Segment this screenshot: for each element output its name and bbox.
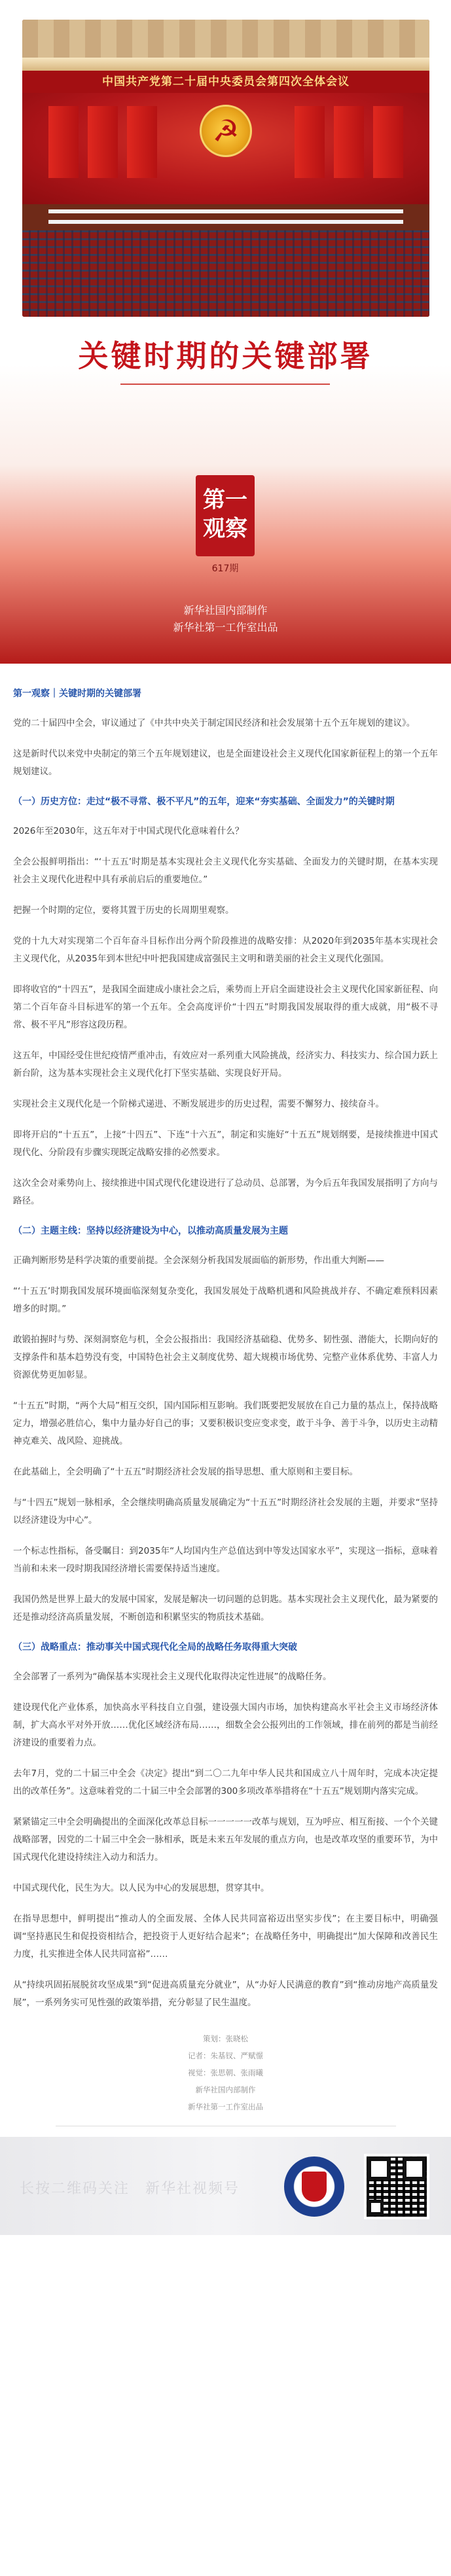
plenary-session-photo (22, 20, 429, 317)
credit-studio: 新华社第一工作室出品 (188, 2102, 263, 2111)
paragraph: 在此基础上，全会明确了“十五五”时期经济社会发展的指导思想、重大原则和主要目标。 (13, 1467, 358, 1477)
section-heading-1: （一）历史方位：走过“极不寻常、极不平凡”的五年，迎来“夯实基础、全面发力”的关键时期 (13, 796, 395, 807)
seal-text-2: 观察 (203, 516, 247, 542)
hero-title-underline (120, 384, 330, 385)
paragraph: 即将开启的“十五五”，上接“十四五”、下连“十六五”，制定和实施好“十五五”规划纲要，是接续推进中国式现代化、分阶段有步骤实现既定战略安排的必然要求。 (13, 1130, 438, 1158)
paragraph: 建设现代化产业体系，加快高水平科技自立自强，建设强大国内市场，加快构建高水平社会主义市场经济体制，扩大高水平对外开放……优化区域经济布局……，细数全会公报列出的工作领域，排在前列的都是当前经济建设的重要着力点。 (13, 1702, 438, 1748)
red-flag-right-3 (373, 106, 403, 178)
paragraph: 去年7月，党的二十届三中全会《决定》提出“到二〇二九年中华人民共和国成立八十周年时，完成本决定提出的改革任务”。这意味着党的二十届三中全会部署的300多项改革举措将在“十五五”规划期内落实完成。 (13, 1768, 438, 1797)
paragraph: 这是新时代以来党中央制定的第三个五年规划建议，也是全面建设社会主义现代化国家新征程上的第一个五年规划建议。 (13, 749, 438, 777)
section-heading-2: （二）主题主线：坚持以经济建设为中心，以推动高质量发展为主题 (13, 1226, 288, 1236)
qr-code-corner (368, 2200, 384, 2215)
xinhua-logo-inner (302, 2172, 327, 2202)
audience-seats (22, 230, 429, 317)
xinhua-logo-icon (284, 2156, 344, 2217)
footer-watermark-text: 长按二维码关注 新华社视频号 (20, 2181, 240, 2197)
paragraph: 紧紧锚定三中全会明确提出的全面深化改革总目标一一一一一改革与规划，互为呼应、相互衔接、一个个关键战略部署，因党的二十届三中全会一脉相承，既是未来五年发展的重点方向，也是改革攻坚的重要环节，为中国式现代化建设持续注入动力和活力。 (13, 1817, 438, 1863)
paragraph: 正确判断形势是科学决策的重要前提。全会深刻分析我国发展面临的新形势，作出重大判断—— (13, 1255, 384, 1266)
paragraph: 与“十四五”规划一脉相承，全会继续明确高质量发展确定为“十五五”时期经济社会发展的主题，并要求“坚持以经济建设为中心”。 (13, 1497, 438, 1526)
paragraph: 这次全会对乘势向上、接续推进中国式现代化建设进行了总动员、总部署，为今后五年我国发展指明了方向与路径。 (13, 1178, 438, 1206)
article-body (0, 664, 451, 2012)
first-observation-seal (196, 475, 255, 573)
paragraph: 实现社会主义现代化是一个阶梯式递进、不断发展进步的历史过程，需要不懈努力、接续奋斗。 (13, 1099, 384, 1109)
hero-producer (0, 602, 451, 636)
paragraph: 我国仍然是世界上最大的发展中国家，发展是解决一切问题的总钥匙。基本实现社会主义现代化，最为紧要的还是推动经济高质量发展，不断创造和积累坚实的物质技术基础。 (13, 1594, 438, 1622)
credit-producer: 新华社国内部制作 (195, 2085, 256, 2094)
issue-number: 617期 (211, 564, 239, 574)
footer (0, 2137, 451, 2235)
paragraph: 党的十九大对实现第二个百年奋斗目标作出分两个阶段推进的战略安排：从2020年到2035年基本实现社会主义现代化，从2035年到本世纪中叶把我国建成富强民主文明和谐美丽的社会主义现代化强国。 (13, 936, 438, 964)
credits (0, 2030, 451, 2126)
paragraph: 全会部署了一系列为“确保基本实现社会主义现代化取得决定性进展”的战略任务。 (13, 1672, 332, 1682)
paragraph: “‘十五五’时期我国发展环境面临深刻复杂变化，我国发展处于战略机遇和风险挑战并存、不确定难预料因素增多的时期。” (13, 1286, 438, 1314)
party-emblem-icon: ☭ (200, 105, 252, 157)
producer-line-2: 新华社第一工作室出品 (173, 621, 278, 634)
credit-planner: 策划：张晓松 (203, 2034, 248, 2043)
dais-table-row (48, 209, 403, 213)
paragraph: 一个标志性指标，备受瞩目：到2035年“人均国内生产总值达到中等发达国家水平”，实现这一指标，意味着当前和未来一段时期我国经济增长需要保持适当速度。 (13, 1546, 438, 1574)
credit-visual: 视觉：张思朝、张雨曦 (188, 2068, 263, 2077)
paragraph: 从“持续巩固拓展脱贫攻坚成果”到“促进高质量充分就业”，从“办好人民满意的教育”到“推动房地产高质量发展”，一系列务实可见性强的政策举措，充分彰显了民生温度。 (13, 1980, 438, 2008)
paragraph: 党的二十届四中全会，审议通过了《中共中央关于制定国民经济和社会发展第十五个五年规划的建议》。 (13, 718, 416, 728)
paragraph: 全会公报鲜明指出：“‘十五五’时期是基本实现社会主义现代化夯实基础、全面发力的关键时期，在基本实现社会主义现代化进程中具有承前启后的重要地位。” (13, 857, 438, 885)
paragraph: 2026年至2030年，这五年对于中国式现代化意味着什么？ (13, 826, 244, 836)
seal-box (196, 475, 255, 556)
session-banner: 中国共产党第二十届中央委员会第四次全体会议 (22, 71, 429, 93)
red-flag-right-1 (295, 106, 325, 178)
hall-ceiling-light (22, 58, 429, 71)
paragraph: 中国式现代化，民生为大。以人民为中心的发展思想，贯穿其中。 (13, 1883, 270, 1893)
paragraph: 这五年，中国经受住世纪疫情严重冲击，有效应对一系列重大风险挑战，经济实力、科技实力、综合国力跃上新台阶，这为基本实现社会主义现代化打下坚实基础、实现良好开局。 (13, 1050, 438, 1079)
red-flag-left-2 (88, 106, 118, 178)
qr-code-icon[interactable] (364, 2154, 429, 2219)
paragraph: “十五五”时期，“两个大局”相互交织，国内国际相互影响。我们既要把发展放在自己力量的基点上，保持战略定力，增强必胜信心，集中力量办好自己的事；又要积极识变应变求变，敢于斗争、善于斗争，以历史主动精神克难关、战风险、迎挑战。 (13, 1401, 438, 1446)
hero-section (0, 0, 451, 664)
red-flag-right-2 (334, 106, 364, 178)
presidium-dais (22, 204, 429, 230)
paragraph: 敢锻拍握时与势、深刻洞察危与机，全会公报指出：我国经济基础稳、优势多、韧性强、潜能大，长期向好的支撑条件和基本趋势没有变，中国特色社会主义制度优势、超大规模市场优势、完整产业体系优势、丰富人力资源优势更加彰显。 (13, 1334, 438, 1380)
paragraph: 把握一个时期的定位，要将其置于历史的长周期里观察。 (13, 905, 234, 916)
credit-reporters: 记者：朱基钗、严赋憬 (188, 2051, 263, 2060)
paragraph: 即将收官的“十四五”，是我国全面建成小康社会之后，乘势而上开启全面建设社会主义现代化国家新征程、向第二个百年奋斗目标进军的第一个五年。全会高度评价“十四五”时期我国发展取得的重大成就，用“极不寻常、极不平凡”形容这段历程。 (13, 984, 438, 1030)
dais-table-row (48, 220, 403, 224)
producer-line-1: 新华社国内部制作 (183, 604, 268, 617)
paragraph: 在指导思想中，鲜明提出“推动人的全面发展、全体人民共同富裕迈出坚实步伐”；在主要目标中，明确强调“坚持惠民生和促投资相结合，把投资于人更好结合起来”；在战略任务中，明确提出“加大保障和改善民生力度，扎实推进全体人民共同富裕”…… (13, 1914, 438, 1959)
hero-title: 关键时期的关键部署 (78, 338, 373, 374)
seal-text-1: 第一 (203, 487, 247, 513)
red-flag-left-1 (48, 106, 79, 178)
article-label: 第一观察｜关键时期的关键部署 (13, 689, 141, 699)
red-flag-left-3 (127, 106, 157, 178)
section-heading-3: （三）战略重点：推动事关中国式现代化全局的战略任务取得重大突破 (13, 1642, 297, 1653)
